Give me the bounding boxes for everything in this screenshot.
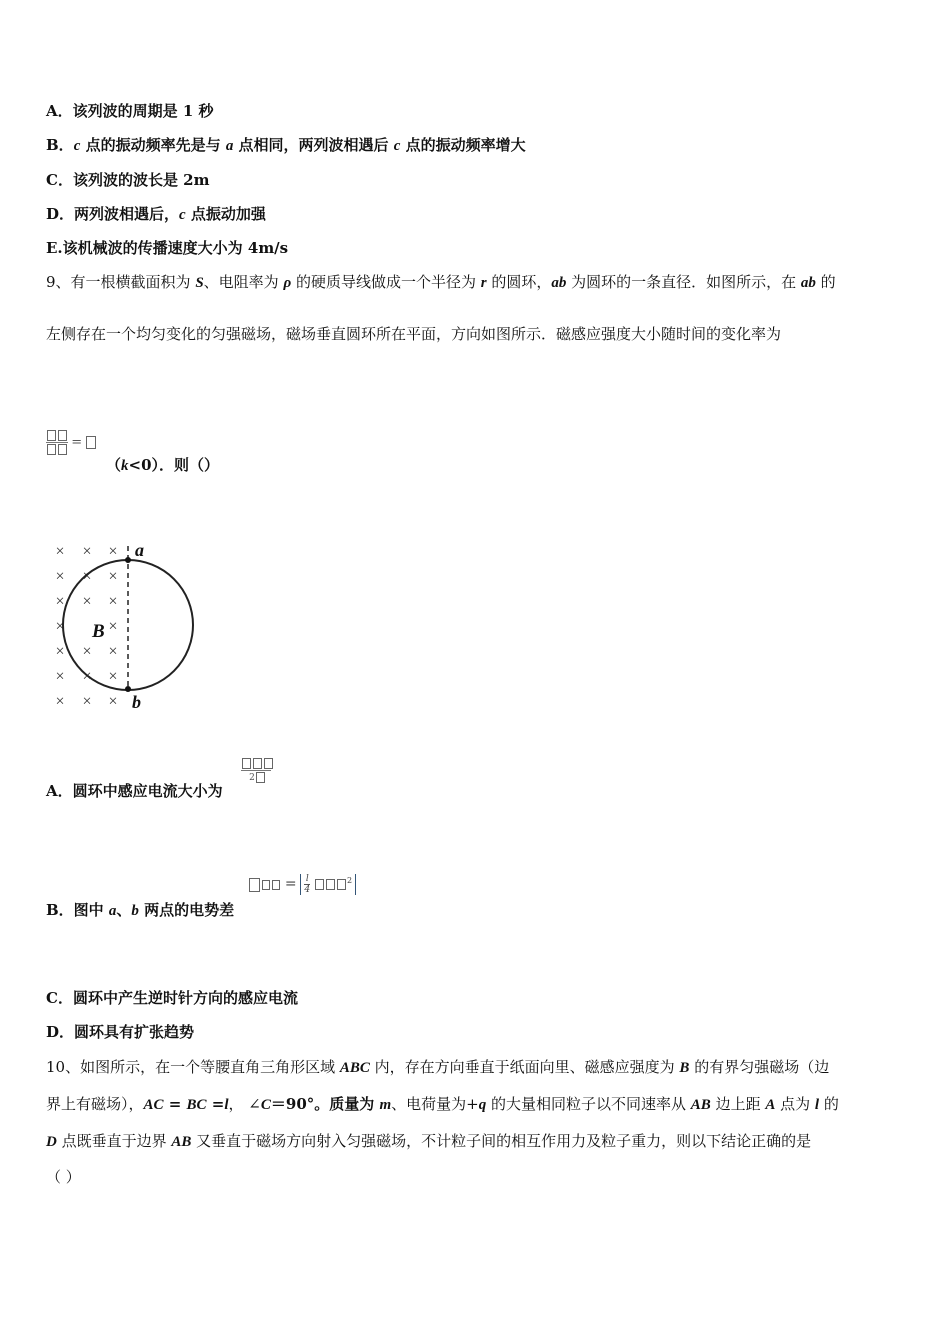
q10-text: 的大量相同粒子以不同速率从 (486, 1095, 691, 1113)
q8-option-a: A．该列波的周期是 1 秒 (46, 102, 214, 120)
q10-var: AC (143, 1097, 164, 1113)
label-B: B (92, 621, 105, 642)
q10-text: 又垂直于磁场方向射入匀强磁场，不计粒子间的相互作用力及粒子重力，则以下结论正确的是 (191, 1132, 812, 1150)
q8-option-d-pre: D．两列波相遇后， (46, 205, 180, 223)
conductor-ring (63, 560, 193, 690)
q10-var: q (478, 1097, 487, 1113)
point-b (125, 686, 131, 692)
field-crosses (55, 543, 117, 710)
q9-optB-mid: 、 (116, 901, 132, 919)
q10-line3 (46, 1131, 811, 1152)
q9-option-d: D．圆环具有扩张趋势 (46, 1023, 195, 1041)
q8-option-c: C．该列波的波长是 2m (46, 171, 210, 189)
cross-mark: × (108, 693, 118, 710)
q8-option-b-a: a (225, 138, 234, 154)
q9-var-rho: ρ (283, 275, 292, 291)
cross-mark: × (108, 618, 118, 635)
q8-option-b-c1: c (73, 138, 81, 154)
q10-var: l (814, 1097, 820, 1113)
q10-text: 10、如图所示，在一个等腰直角三角形区域 (46, 1058, 340, 1076)
q9-stem-line2: 左侧存在一个均匀变化的匀强磁场，磁场垂直圆环所在平面，方向如图所示．磁感应强度大小随时间的变化率为 (46, 325, 782, 343)
cross-mark: × (108, 643, 118, 660)
cross-mark: × (55, 568, 65, 585)
q10-text: 点为 (775, 1095, 815, 1113)
q9-text: 、电阻率为 (203, 273, 284, 291)
cross-mark: × (82, 668, 92, 685)
q8-option-b-c2: c (393, 138, 401, 154)
q9-rate-eq: = (71, 435, 83, 450)
q8-option-d-c: c (179, 207, 186, 223)
q8-option-b (46, 135, 526, 156)
cross-mark: × (55, 693, 65, 710)
q10-text: ＝90°。质量为 (270, 1095, 380, 1113)
cross-mark: × (108, 668, 118, 685)
q9-optB-sq: 2 (346, 876, 353, 885)
q9-option-a: A．圆环中感应电流大小为 (46, 782, 223, 800)
q10-line2 (46, 1094, 839, 1115)
q10-var: AB (171, 1134, 192, 1150)
q9-cond-post: <0）．则（） (128, 456, 220, 474)
q9-text: 的 (815, 273, 836, 291)
q9-var-k: k (121, 458, 129, 474)
q8-option-d (46, 204, 266, 225)
q8-option-d-post: 点振动加强 (185, 205, 266, 223)
q9-text: 为圆环的一条直径．如图所示，在 (566, 273, 801, 291)
q9-optB-post: 两点的电势差 (138, 901, 235, 919)
q8-option-b-mid1: 点的振动频率先是与 (80, 136, 226, 154)
q10-text: 的有界匀强磁场（边 (689, 1058, 830, 1076)
q10-var: A (765, 1097, 776, 1113)
q9-option-b (46, 900, 234, 921)
q9-text: 9、有一根横截面积为 (46, 273, 196, 291)
q10-var: m (379, 1097, 392, 1113)
q9-condition (106, 455, 219, 476)
cross-mark: × (82, 593, 92, 610)
q9-var-S: S (195, 275, 204, 291)
q10-var: B (679, 1060, 690, 1076)
cross-mark: × (82, 568, 92, 585)
cross-mark: × (55, 593, 65, 610)
point-a (125, 557, 131, 563)
q10-text: 内，存在方向垂直于纸面向里、磁感应强度为 (369, 1058, 680, 1076)
q10-var: ABC (339, 1060, 370, 1076)
q10-var: D (46, 1134, 57, 1150)
cross-mark: × (55, 668, 65, 685)
q9-optB-4: 4 (304, 885, 311, 895)
q10-text: 点既垂直于边界 (56, 1132, 172, 1150)
label-b: b (132, 692, 141, 712)
cross-mark: × (55, 618, 65, 635)
q9-optA-formula: 2 (241, 758, 274, 783)
cross-mark: × (55, 543, 65, 560)
q9-optB-l: l (305, 874, 309, 884)
q10-line1 (46, 1057, 829, 1078)
q10-text: ， ∠ (228, 1095, 261, 1113)
q10-var: AB (690, 1097, 711, 1113)
cross-mark: × (82, 693, 92, 710)
q10-var: C (260, 1097, 271, 1113)
q9-stem-line1 (46, 272, 836, 293)
q8-option-b-pre: B． (46, 136, 74, 154)
q9-optB-b: b (131, 903, 139, 919)
q9-option-c: C．圆环中产生逆时针方向的感应电流 (46, 989, 298, 1007)
q9-var-ab: ab (551, 275, 567, 291)
q10-text: = (206, 1095, 225, 1113)
q10-text: 、电荷量为+ (391, 1095, 479, 1113)
cross-mark: × (82, 643, 92, 660)
cross-mark: × (108, 568, 118, 585)
cross-mark: × (82, 543, 92, 560)
q10-text: 的 (819, 1095, 839, 1113)
q9-optB-eq: = (284, 876, 297, 892)
q9-optB-formula (248, 874, 356, 895)
q10-text: = (163, 1095, 187, 1113)
q8-option-b-mid2: 点相同，两列波相遇后 (233, 136, 394, 154)
cross-mark: × (55, 643, 65, 660)
q8-option-b-post: 点的振动频率增大 (400, 136, 526, 154)
q9-text: 的圆环， (486, 273, 552, 291)
label-a: a (135, 540, 144, 560)
q9-text: 的硬质导线做成一个半径为 (291, 273, 481, 291)
q9-cond-pre: （ (106, 456, 122, 474)
q10-var: BC (186, 1097, 207, 1113)
q10-text: 界上有磁场）， (46, 1095, 144, 1113)
ring-magnetic-field-figure (46, 538, 206, 716)
q9-rate-formula (46, 430, 97, 455)
q9-optB-a: a (108, 903, 117, 919)
q9-var-ab: ab (800, 275, 816, 291)
cross-mark: × (108, 593, 118, 610)
q9-optB-pre: B．图中 (46, 901, 109, 919)
q9-var-r: r (480, 275, 487, 291)
q10-line4: （ ） (46, 1168, 81, 1186)
q10-var: l (224, 1097, 229, 1113)
q10-text: 边上距 (710, 1095, 766, 1113)
q8-option-e: E.该机械波的传播速度大小为 4m/s (46, 239, 289, 257)
cross-mark: × (108, 543, 118, 560)
